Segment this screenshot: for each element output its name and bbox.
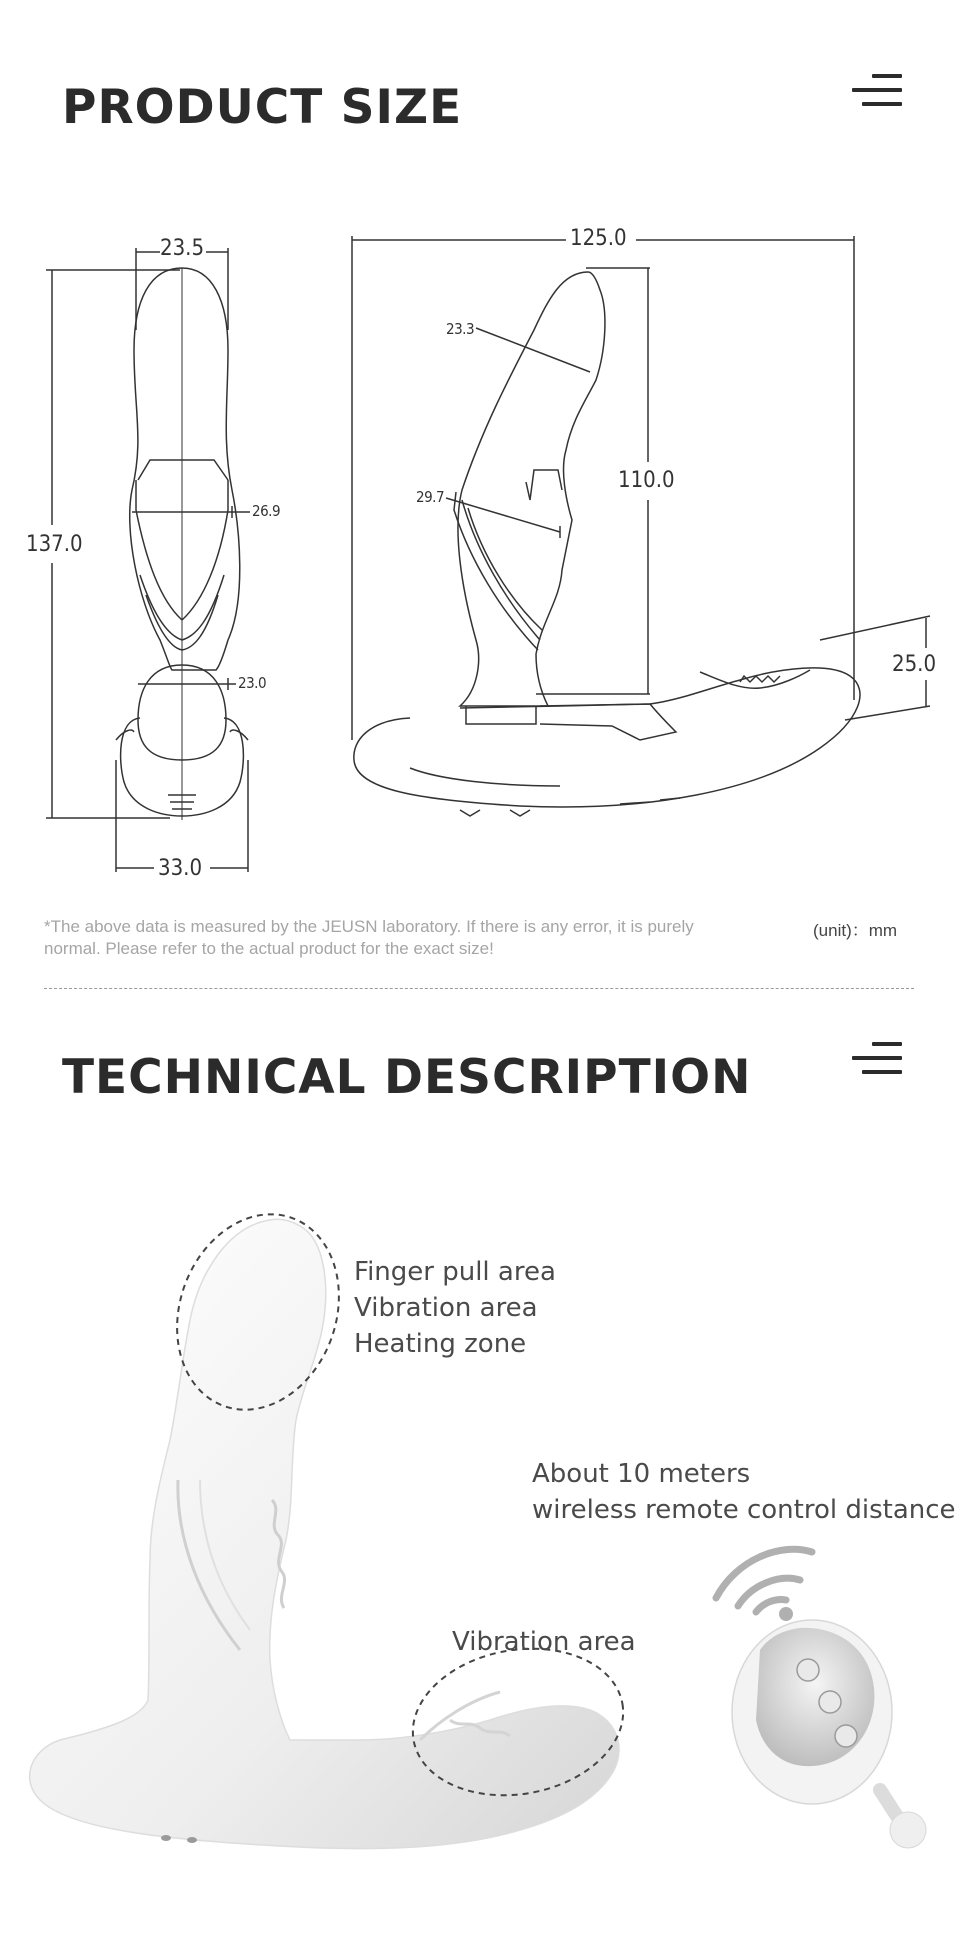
technical-description-title: TECHNICAL DESCRIPTION <box>62 1050 752 1105</box>
side-tip-width-label: 23.3 <box>446 320 475 338</box>
menu-lines-icon[interactable] <box>852 1042 902 1074</box>
side-length-label: 125.0 <box>570 226 627 251</box>
callout-wireless: wireless remote control distance <box>532 1495 956 1525</box>
unit-label: (unit)：mm <box>813 921 898 940</box>
front-top-width-label: 23.5 <box>160 236 205 261</box>
section-divider <box>44 988 914 989</box>
side-insert-height-label: 110.0 <box>618 468 675 493</box>
wifi-signal-icon <box>716 1549 812 1612</box>
callout-distance: About 10 meters <box>532 1459 751 1489</box>
measurement-note: *The above data is measured by the JEUSN laboratory. If there is any error, it is purely normal. Please refer to the actual product for the exact size! <box>44 917 694 958</box>
callout-vibration-head: Vibration area <box>354 1293 538 1323</box>
side-view-outline <box>354 272 860 816</box>
front-mid-width-label: 26.9 <box>252 502 281 520</box>
callout-heating: Heating zone <box>354 1329 527 1359</box>
remote-control-image <box>732 1620 926 1848</box>
dimension-drawing <box>0 0 958 900</box>
side-mid-width-label: 29.7 <box>416 488 445 506</box>
front-base-width-label: 33.0 <box>158 856 203 881</box>
head-callout <box>354 1254 556 1362</box>
front-lower-width-label: 23.0 <box>238 674 267 692</box>
remote-callout <box>532 1456 956 1528</box>
callout-finger-pull: Finger pull area <box>354 1257 556 1287</box>
side-arm-width-label: 25.0 <box>892 652 937 677</box>
front-height-label: 137.0 <box>26 532 83 557</box>
product-size-title: PRODUCT SIZE <box>62 80 463 135</box>
arm-callout: Vibration area <box>452 1627 636 1657</box>
